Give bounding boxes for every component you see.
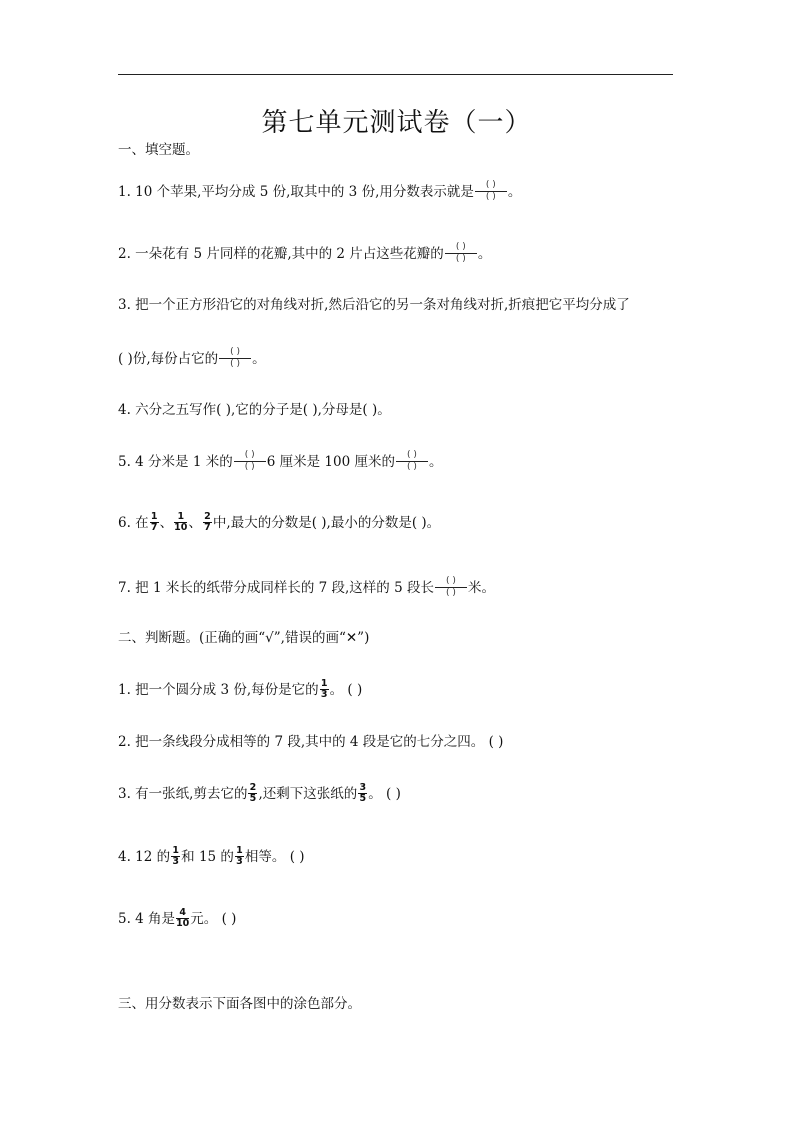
judgement-5: 5. 4 角是 $\frac{4}{10}$ 元。 ( ) — [118, 907, 237, 929]
judgement-1: 1. 把一个圆分成 3 份,每份是它的 $\frac{1}{3}$ 。 ( ) — [118, 678, 363, 700]
fraction-2-5: $\frac{2}{5}$ — [249, 782, 257, 804]
answer-fraction-blank[interactable]: ( ) ( ) — [219, 347, 251, 370]
answer-fraction-blank[interactable]: ( ) ( ) — [396, 450, 428, 473]
judgement-3: 3. 有一张纸,剪去它的 $\frac{2}{5}$ ,还剩下这张纸的 $\frac{3}{5}$ 。 ( ) — [118, 782, 401, 804]
fraction-1-10: $\frac{1}{10}$ — [174, 511, 188, 533]
question-7: 7. 把 1 米长的纸带分成同样长的 7 段,这样的 5 段长 ( ) ( ) 米。 — [118, 576, 495, 598]
answer-fraction-blank[interactable]: ( ) ( ) — [445, 242, 477, 265]
answer-fraction-blank[interactable]: ( ) ( ) — [475, 180, 507, 203]
section-true-false-heading: 二、判断题。(正确的画“√”,错误的画“✕”) — [118, 630, 370, 646]
judgement-2: 2. 把一条线段分成相等的 7 段,其中的 4 段是它的七分之四。 ( ) — [118, 734, 504, 750]
answer-fraction-blank[interactable]: ( ) ( ) — [234, 450, 266, 473]
page-title: 第七单元测试卷（一） — [261, 108, 532, 138]
question-1-text: 1. 10 个苹果,平均分成 5 份,取其中的 3 份,用分数表示就是 — [118, 183, 474, 200]
question-2-text: 2. 一朵花有 5 片同样的花瓣,其中的 2 片占这些花瓣的 — [118, 245, 444, 262]
question-3-continued: ( )份,每份占它的 ( ) ( ) 。 — [118, 347, 266, 369]
question-6: 6. 在 $\frac{1}{7}$ 、 $\frac{1}{10}$ 、 $\frac{2}{7}$ 中,最大的分数是( ),最小的分数是( )。 — [118, 511, 441, 533]
question-4: 4. 六分之五写作( ),它的分子是( ),分母是( )。 — [118, 402, 391, 418]
judgement-4: 4. 12 的 $\frac{1}{3}$ 和 15 的 $\frac{1}{3}$ 相等。 ( ) — [118, 845, 305, 867]
fraction-3-5: $\frac{3}{5}$ — [359, 782, 367, 804]
fraction-1-7: $\frac{1}{7}$ — [150, 511, 158, 533]
question-3-cont-text: ( )份,每份占它的 — [118, 350, 219, 367]
fraction-4-10: $\frac{4}{10}$ — [176, 907, 190, 929]
answer-fraction-blank[interactable]: ( ) ( ) — [435, 576, 467, 599]
section-shaded-figures-heading: 三、用分数表示下面各图中的涂色部分。 — [118, 996, 361, 1012]
question-5: 5. 4 分米是 1 米的 ( ) ( ) 6 厘米是 100 厘米的 ( ) ( ) 。 — [118, 450, 443, 472]
fraction-2-7: $\frac{2}{7}$ — [204, 511, 211, 533]
header-rule — [118, 74, 673, 75]
question-3 — [118, 295, 630, 315]
question-1: 1. 10 个苹果,平均分成 5 份,取其中的 3 份,用分数表示就是 ( ) ( ) 。 — [118, 180, 522, 202]
fraction-1-3: $\frac{1}{3}$ — [172, 845, 179, 867]
question-2: 2. 一朵花有 5 片同样的花瓣,其中的 2 片占这些花瓣的 ( ) ( ) 。 — [118, 242, 492, 264]
section-fill-blank-heading: 一、填空题。 — [118, 142, 199, 158]
question-3-text: 3. 把一个正方形沿它的对角线对折,然后沿它的另一条对角线对折,折痕把它平均分成了 — [118, 297, 630, 313]
fraction-1-3: $\frac{1}{3}$ — [236, 845, 243, 867]
fraction-1-3: $\frac{1}{3}$ — [320, 678, 328, 700]
